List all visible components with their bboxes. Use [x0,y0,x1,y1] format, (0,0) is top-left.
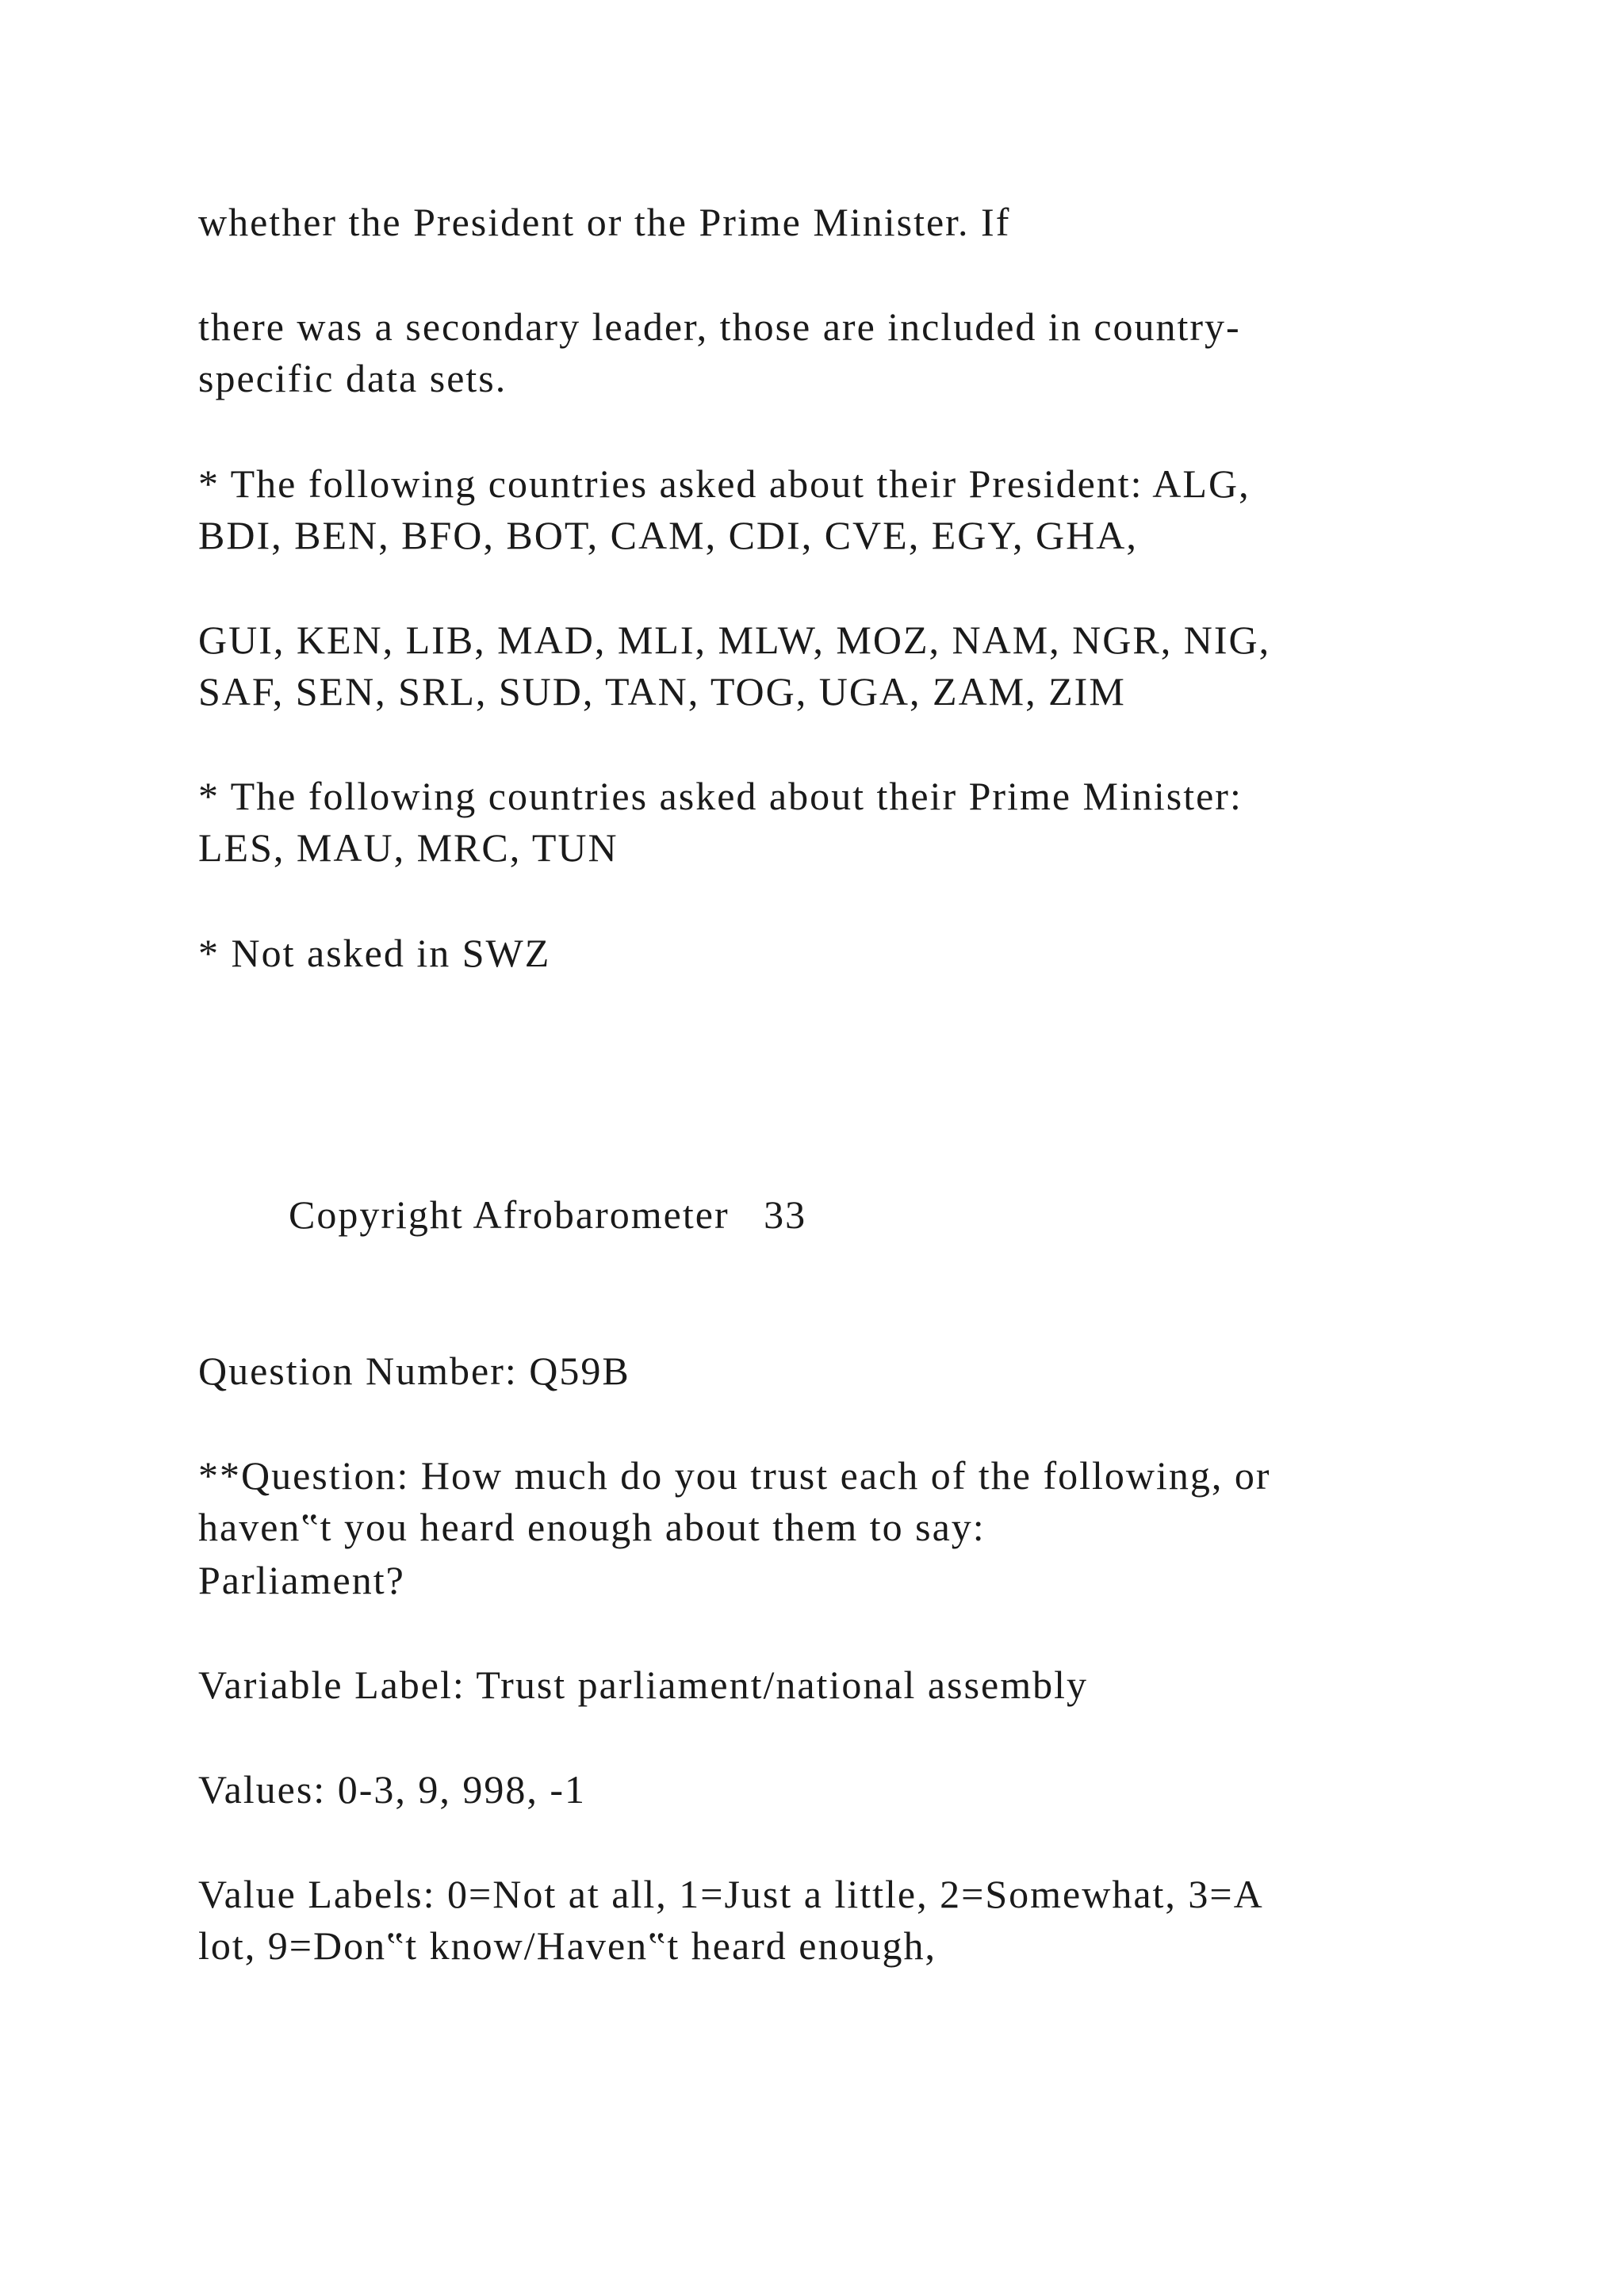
text-line: Parliament? [198,1558,405,1602]
text-line: Values: 0-3, 9, 998, -1 [198,1767,586,1812]
text-line: BDI, BEN, BFO, BOT, CAM, CDI, CVE, EGY, GHA, [198,513,1138,557]
text-line: there was a secondary leader, those are included in country- [198,304,1241,349]
text-line: haven‟t you heard enough about them to say: [198,1505,986,1549]
values [198,1764,586,1816]
variable-label [198,1659,1088,1711]
paragraph-leader-intro [198,197,1010,248]
paragraph-not-asked [198,928,550,979]
text-line: Question Number: Q59B [198,1349,630,1393]
paragraph-president-countries-cont [198,614,1270,718]
question-item [198,1555,405,1606]
text-line: LES, MAU, MRC, TUN [198,825,619,870]
text-line: GUI, KEN, LIB, MAD, MLI, MLW, MOZ, NAM, NGR, NIG, [198,618,1271,662]
text-line: Value Labels: 0=Not at all, 1=Just a little, 2=Somewhat, 3=A [198,1872,1264,1916]
text-line: * The following countries asked about their Prime Minister: [198,774,1243,818]
question-text [198,1450,1271,1553]
text-line: **Question: How much do you trust each of the following, or [198,1453,1271,1498]
text-line: * Not asked in SWZ [198,931,551,975]
paragraph-president-countries [198,458,1251,561]
paragraph-prime-minister-countries [198,771,1243,874]
text-line: Variable Label: Trust parliament/national assembly [198,1663,1088,1707]
page-footer: Copyright Afrobarometer 33 [289,1192,807,1237]
text-line: lot, 9=Don‟t know/Haven‟t heard enough, [198,1923,936,1968]
text-line: SAF, SEN, SRL, SUD, TAN, TOG, UGA, ZAM, ZIM [198,669,1126,714]
text-line: whether the President or the Prime Minister. If [198,200,1011,244]
question-number [198,1345,630,1397]
value-labels [198,1869,1264,1972]
text-line: specific data sets. [198,356,508,400]
text-line: * The following countries asked about their President: ALG, [198,461,1251,506]
paragraph-secondary-leader [198,301,1241,404]
